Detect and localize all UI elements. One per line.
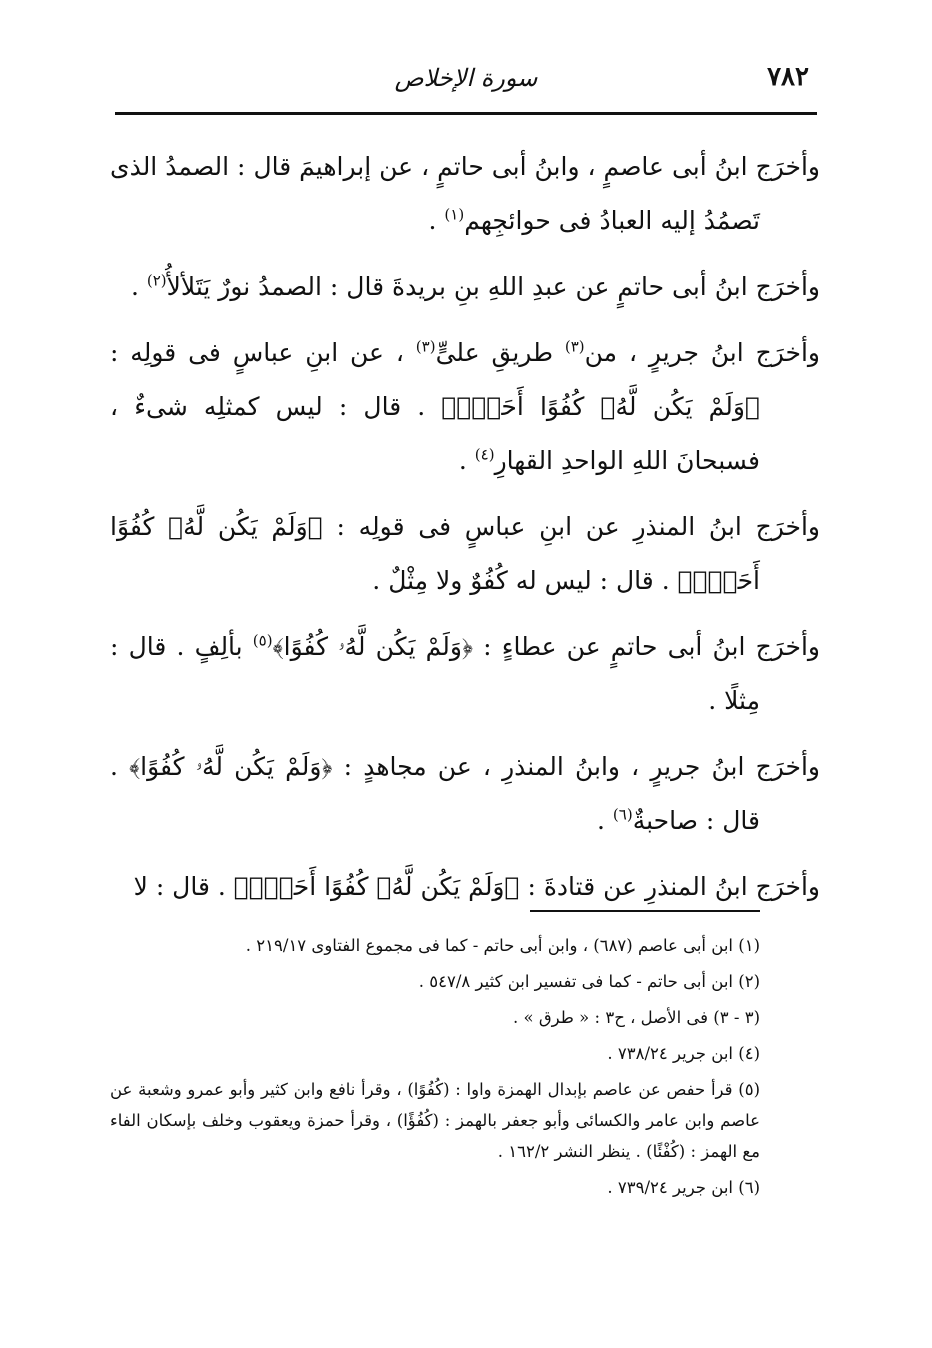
paragraph-2: وأخرَج ابنُ أبى حاتمٍ عن عبدِ اللهِ بنِ بريدةَ قال : الصمدُ نورٌ يَتَلألأُ$^{(٢)}$ .: [130, 271, 820, 301]
footnote-2: (٢) ابن أبى حاتم - كما فى تفسير ابن كثير ٥٤٧/٨ .: [418, 972, 760, 991]
footnote-3: (٣ - ٣) فى الأصل ، ح٣ : « طرق » .: [513, 1008, 760, 1027]
footnote-5: (٥) قرأ حفص عن عاصم بإبدال الهمزة واوا : (كُفُوًا) ، وقرأ نافع وابن كثير وأبو عمرو وشعبة عن عاصم وابن عامر والكسائى وأبو جعفر بالهمز : (كُفُؤًا) ، وقرأ حمزة ويعقوب وخلف بإسكان الفاء مع الهمز : (كُفْئًا) . ينظر النشر ١٦٢/٢ .: [110, 1080, 760, 1161]
footnote-1: (١) ابن أبى عاصم (٦٨٧) ، وابن أبى حاتم - كما فى مجموع الفتاوى ٢١٩/١٧ .: [245, 936, 760, 955]
paragraph-7: وأخرَج ابنُ المنذرِ عن قتادةَ : ﴿وَلَمْ يَكُن لَّهُۥ كُفُوًا أَحَدُۢ﴾ . قال : لا: [133, 872, 820, 901]
footnote-6: (٦) ابن جرير ٧٣٩/٢٤ .: [607, 1178, 760, 1197]
footnote-rule: [530, 910, 760, 912]
footnote-ref[interactable]: (١): [444, 205, 465, 224]
paragraph-6: وأخرَج ابنُ جريرٍ ، وابنُ المنذرِ ، عن مجاهدٍ : ﴿وَلَمْ يَكُن لَّهُۥ كُفُوًا﴾ . قال : صاحبةٌ$^{(٦)}$ .: [110, 752, 820, 835]
footnote-4: (٤) ابن جرير ٧٣٨/٢٤ .: [607, 1044, 760, 1063]
footnote-ref[interactable]: (٢): [146, 271, 167, 290]
paragraph-5: وأخرَج ابنُ أبى حاتمٍ عن عطاءٍ : ﴿وَلَمْ يَكُن لَّهُۥ كُفُوًا﴾$^{(٥)}$ بألِفٍ . قال : مِثلًا .: [110, 631, 820, 715]
surah-title: سورة الإخلاص: [394, 64, 538, 92]
page-number: ٧٨٢: [767, 62, 809, 92]
paragraph-1: وأخرَج ابنُ أبى عاصمٍ ، وابنُ أبى حاتمٍ ، عن إبراهيمَ قال : الصمدُ الذى تَصمُدُ إليه العبادُ فى حوائجِهم$^{(١)}$ .: [110, 152, 820, 235]
footnote-ref[interactable]: (٣): [415, 337, 436, 356]
footnote-ref[interactable]: (٥): [252, 631, 273, 650]
footnote-ref[interactable]: (٣): [564, 337, 585, 356]
paragraph-4: وأخرَج ابنُ المنذرِ عن ابنِ عباسٍ فى قولِه : ﴿وَلَمْ يَكُن لَّهُۥ كُفُوًا أَحَدُۢ﴾ . قال : ليس له كُفُوٌ ولا مِثْلٌ .: [110, 512, 820, 595]
page-header: [115, 58, 817, 98]
header-rule: [115, 112, 817, 115]
paragraph-3: وأخرَج ابنُ جريرٍ ، من$^{(٣)}$ طريقِ علىٍّ$^{(٣)}$ ، عن ابنِ عباسٍ فى قولِه : ﴿وَلَمْ يَكُن لَّهُۥ كُفُوًا أَحَدُۢ﴾ . قال : ليس كمثلِه شىءٌ ، فسبحانَ اللهِ الواحدِ القهارِ$^{(٤)}$ .: [110, 337, 820, 475]
footnotes: [110, 930, 760, 1208]
main-text: [110, 140, 820, 926]
footnote-ref[interactable]: (٤): [474, 445, 495, 464]
footnote-ref[interactable]: (٦): [612, 805, 633, 824]
